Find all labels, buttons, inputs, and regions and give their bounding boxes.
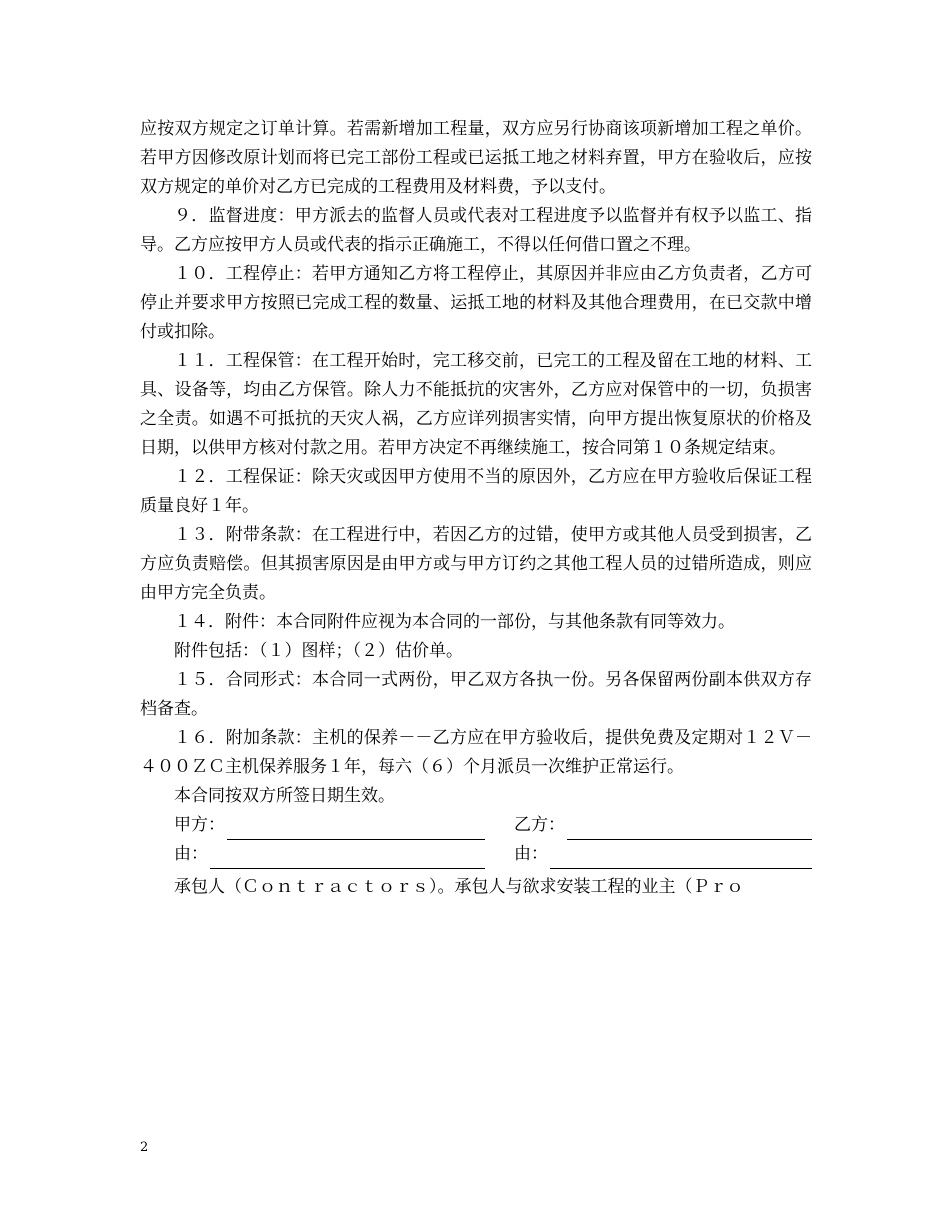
party-b-signature-line[interactable] [567, 819, 812, 840]
by-a-signature-line[interactable] [210, 848, 485, 869]
clause-11-custody: １１．工程保管：在工程开始时，完工移交前，已完工的工程及留在工地的材料、工具、设备等，均由乙方保管。除人力不能抵抗的灾害外，乙方应对保管中的一切，负损害之全责。如遇不可抵抗的天灾人祸，乙方应详列损害实情，向甲方提出恢复原状的价格及日期，以供甲方核对付款之用。若甲方决定不再继续施工，按合同第１０条规定结束。 [140, 351, 812, 458]
paragraph-order-pricing: 应按双方规定之订单计算。若需新增加工程量，双方应另行协商该项新增加工程之单价。若甲方因修改原计划而将已完工部份工程或已运抵工地之材料弃置，甲方在验收后，应按双方规定的单价对乙方已完成的工程费用及材料费，予以支付。 [140, 119, 812, 197]
clause-13-supplementary: １３．附带条款：在工程进行中，若因乙方的过错，使甲方或其他人员受到损害，乙方应负责赔偿。但其损害原因是由甲方或与甲方订约之其他工程人员的过错所造成，则应由甲方完全负责。 [140, 525, 812, 603]
attachments-list: 附件包括：（１）图样；（２）估价单。 [174, 641, 463, 661]
document-body [140, 115, 812, 902]
by-b-signature [514, 840, 812, 869]
clause-10-work-stoppage: １０．工程停止：若甲方通知乙方将工程停止，其原因并非应由乙方负责者，乙方可停止并要求甲方按照已完成工程的数量、运抵工地的材料及其他合理费用，在已交款中增付或扣除。 [140, 264, 812, 342]
party-a-signature [174, 811, 514, 840]
page-number: 2 [140, 1140, 149, 1155]
party-b-label: 乙方： [514, 815, 565, 835]
party-b-signature [514, 811, 812, 840]
clause-14-attachments: １４．附件：本合同附件应视为本合同的一部份，与其他条款有同等效力。 [174, 612, 735, 632]
by-b-label: 由： [514, 844, 548, 864]
by-b-signature-line[interactable] [550, 848, 812, 869]
clause-15-form: １５．合同形式：本合同一式两份，甲乙双方各执一份。另各保留两份副本供双方存档备查。 [140, 670, 812, 719]
signature-row-parties [140, 811, 812, 840]
by-a-signature [174, 840, 514, 869]
effective-date-note: 本合同按双方所签日期生效。 [174, 786, 395, 806]
party-a-signature-line[interactable] [227, 819, 485, 840]
clause-12-warranty: １２．工程保证：除天灾或因甲方使用不当的原因外，乙方应在甲方验收后保证工程质量良好１年。 [140, 467, 812, 516]
clause-16-additional: １６．附加条款：主机的保养－－乙方应在甲方验收后，提供免费及定期对１２Ｖ－４００ＺＣ主机保养服务１年，每六（６）个月派员一次维护正常运行。 [140, 728, 812, 777]
party-a-label: 甲方： [174, 815, 225, 835]
by-a-label: 由： [174, 844, 208, 864]
clause-9-supervision: ９．监督进度：甲方派去的监督人员或代表对工程进度予以监督并有权予以监工、指导。乙方应按甲方人员或代表的指示正确施工，不得以任何借口置之不理。 [140, 206, 812, 255]
contractor-definition: 承包人（Ｃｏｎｔｒａｃｔｏｒｓ）。承包人与欲求安装工程的业主（Ｐｒｏ [174, 877, 744, 897]
signature-row-representatives [140, 840, 812, 869]
